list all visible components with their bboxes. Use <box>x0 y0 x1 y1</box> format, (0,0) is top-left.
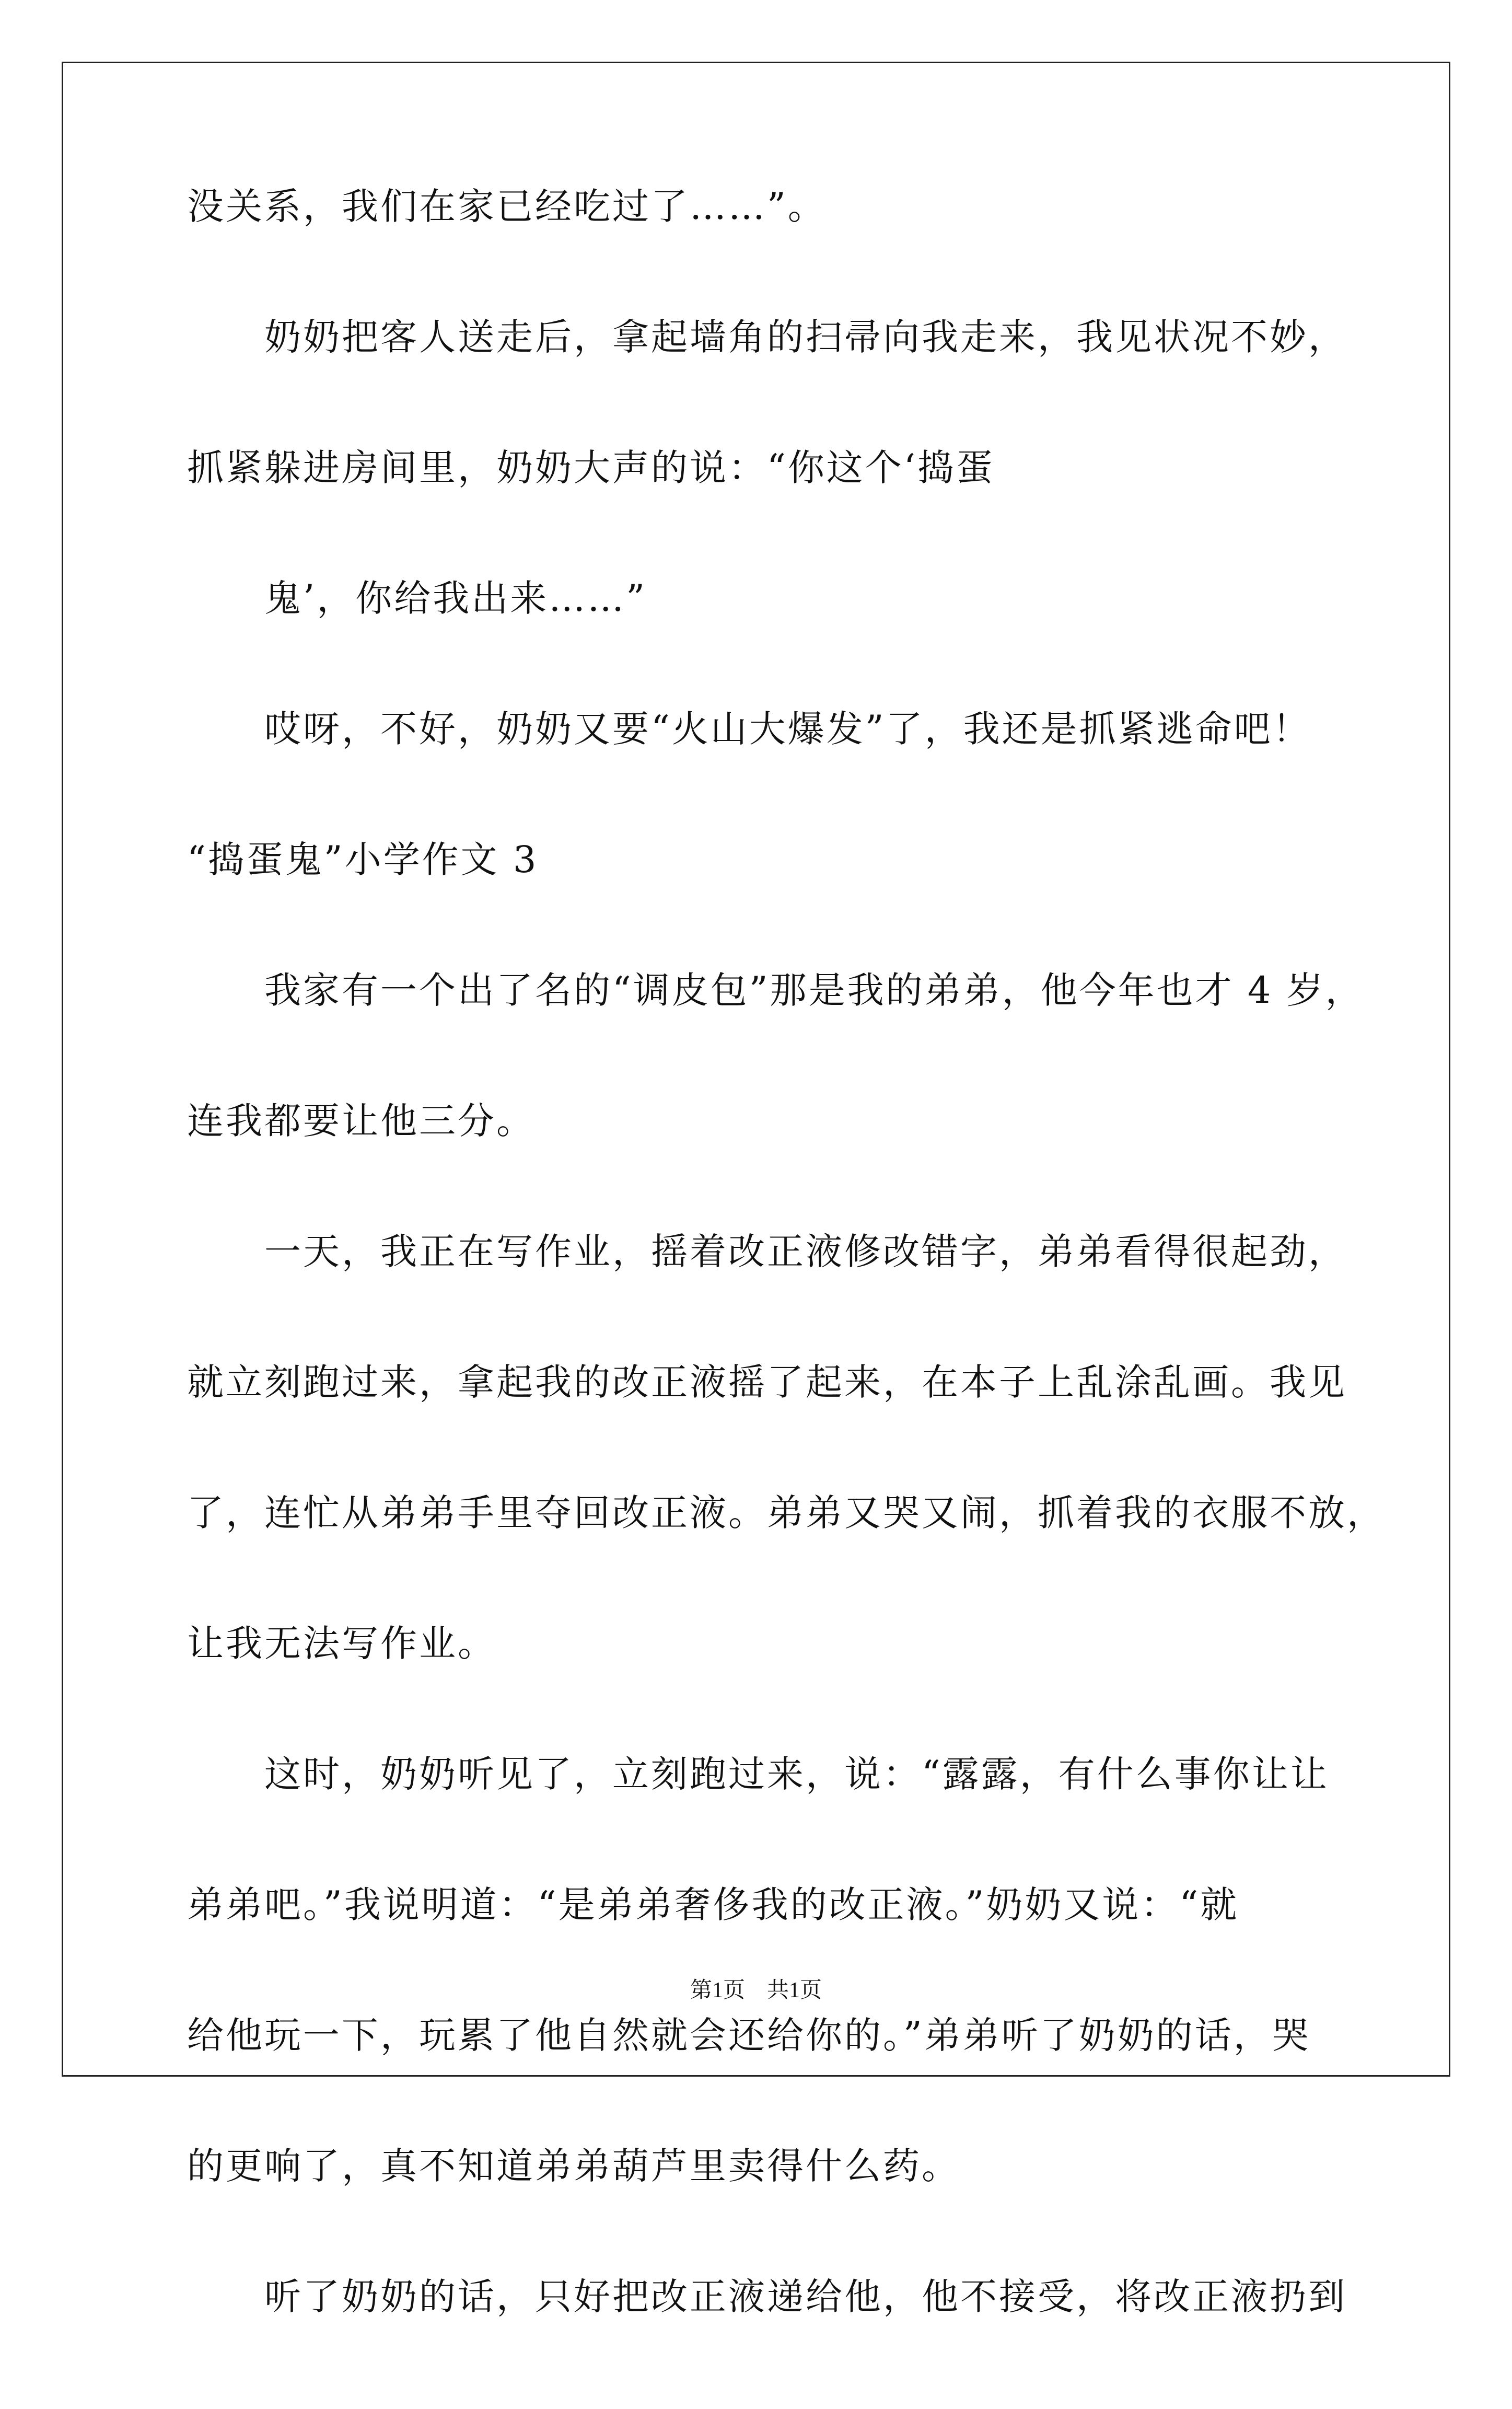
text-line: 抓紧躲进房间里，奶奶大声的说：“你这个‘捣蛋 <box>187 446 995 489</box>
text-line: 的更响了，真不知道弟弟葫芦里卖得什么药。 <box>187 2145 960 2187</box>
page-footer: 第1页 共1页 <box>690 1978 822 2002</box>
text-line: 给他玩一下，玩累了他自然就会还给你的。”弟弟听了奶奶的话，哭 <box>187 2014 1311 2057</box>
document-body <box>187 185 1386 2409</box>
text-line: 一天，我正在写作业，摇着改正液修改错字，弟弟看得很起劲， <box>264 1230 1347 1273</box>
section-heading: “捣蛋鬼”小学作文 3 <box>187 838 539 881</box>
text-line: 哎呀，不好，奶奶又要“火山大爆发”了，我还是抓紧逃命吧！ <box>264 708 1311 750</box>
text-line: 让我无法写作业。 <box>187 1622 496 1665</box>
text-line: 弟弟吧。”我说明道：“是弟弟奢侈我的改正液。”奶奶又说：“就 <box>187 1883 1239 1926</box>
text-line: 我家有一个出了名的“调皮包”那是我的弟弟，他今年也才 4 岁， <box>264 969 1364 1012</box>
text-line: 鬼’，你给我出来……” <box>264 577 647 620</box>
text-line: 听了奶奶的话，只好把改正液递给他，他不接受，将改正液扔到 <box>264 2275 1347 2318</box>
text-line: 了，连忙从弟弟手里夺回改正液。弟弟又哭又闹，抓着我的衣服不放， <box>187 1491 1386 1534</box>
text-line: 连我都要让他三分。 <box>187 1099 535 1142</box>
text-line: 就立刻跑过来，拿起我的改正液摇了起来，在本子上乱涂乱画。我见 <box>187 1361 1347 1404</box>
text-line: 奶奶把客人送走后，拿起墙角的扫帚向我走来，我见状况不妙， <box>264 316 1347 358</box>
text-line: 没关系，我们在家已经吃过了……”。 <box>187 185 827 228</box>
text-line: 这时，奶奶听见了，立刻跑过来，说：“露露，有什么事你让让 <box>264 1753 1329 1796</box>
